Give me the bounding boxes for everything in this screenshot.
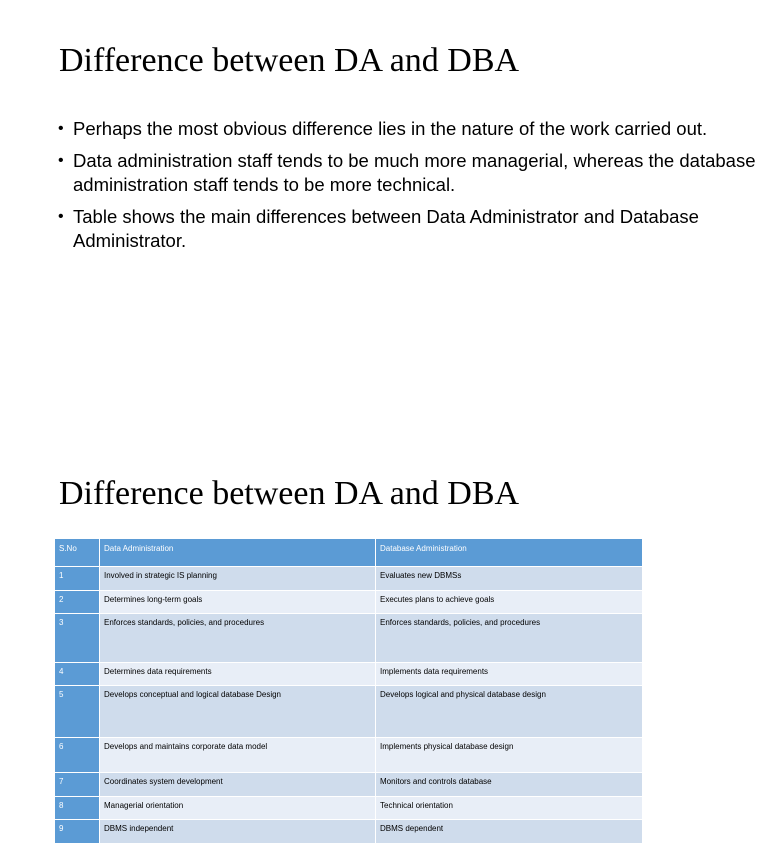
table-body	[55, 567, 643, 844]
bullet-text: Data administration staff tends to be much more managerial, whereas the database administration staff tends to be more technical.	[73, 150, 756, 195]
header-database-administration: Database Administration	[376, 539, 643, 567]
table-row	[55, 797, 643, 820]
cell-sno: 7	[55, 773, 100, 797]
table-row	[55, 820, 643, 844]
cell-database-administration: Monitors and controls database	[376, 773, 643, 797]
bullet-dot-icon: •	[58, 208, 64, 225]
cell-data-administration: Develops and maintains corporate data model	[100, 738, 376, 773]
table-row	[55, 567, 643, 591]
cell-database-administration: Technical orientation	[376, 797, 643, 820]
bullet-list	[58, 117, 758, 261]
cell-sno: 9	[55, 820, 100, 844]
cell-data-administration: Develops conceptual and logical database Design	[100, 686, 376, 738]
slide-title-1: Difference between DA and DBA	[59, 42, 520, 79]
cell-database-administration: Executes plans to achieve goals	[376, 591, 643, 614]
cell-database-administration: Evaluates new DBMSs	[376, 567, 643, 591]
slide-title-2: Difference between DA and DBA	[59, 475, 520, 512]
cell-sno: 4	[55, 663, 100, 686]
cell-database-administration: DBMS dependent	[376, 820, 643, 844]
bullet-item	[58, 117, 758, 141]
cell-data-administration: DBMS independent	[100, 820, 376, 844]
cell-sno: 1	[55, 567, 100, 591]
table-row	[55, 614, 643, 663]
header-data-administration: Data Administration	[100, 539, 376, 567]
cell-data-administration: Determines data requirements	[100, 663, 376, 686]
cell-database-administration: Develops logical and physical database design	[376, 686, 643, 738]
bullet-dot-icon: •	[58, 152, 64, 169]
comparison-table	[54, 538, 643, 844]
cell-data-administration: Involved in strategic IS planning	[100, 567, 376, 591]
cell-database-administration: Enforces standards, policies, and procedures	[376, 614, 643, 663]
bullet-item	[58, 149, 758, 197]
cell-data-administration: Coordinates system development	[100, 773, 376, 797]
cell-sno: 3	[55, 614, 100, 663]
cell-sno: 5	[55, 686, 100, 738]
bullet-text: Perhaps the most obvious difference lies in the nature of the work carried out.	[73, 118, 708, 139]
cell-database-administration: Implements data requirements	[376, 663, 643, 686]
table-row	[55, 663, 643, 686]
table-header-row	[55, 539, 643, 567]
table-row	[55, 591, 643, 614]
cell-data-administration: Determines long-term goals	[100, 591, 376, 614]
cell-data-administration: Managerial orientation	[100, 797, 376, 820]
table-row	[55, 686, 643, 738]
cell-sno: 2	[55, 591, 100, 614]
cell-database-administration: Implements physical database design	[376, 738, 643, 773]
table-row	[55, 773, 643, 797]
cell-data-administration: Enforces standards, policies, and procedures	[100, 614, 376, 663]
cell-sno: 6	[55, 738, 100, 773]
table-row	[55, 738, 643, 773]
bullet-item	[58, 205, 758, 253]
cell-sno: 8	[55, 797, 100, 820]
bullet-text: Table shows the main differences between Data Administrator and Database Administrator.	[73, 206, 699, 251]
bullet-dot-icon: •	[58, 120, 64, 137]
header-sno: S.No	[55, 539, 100, 567]
